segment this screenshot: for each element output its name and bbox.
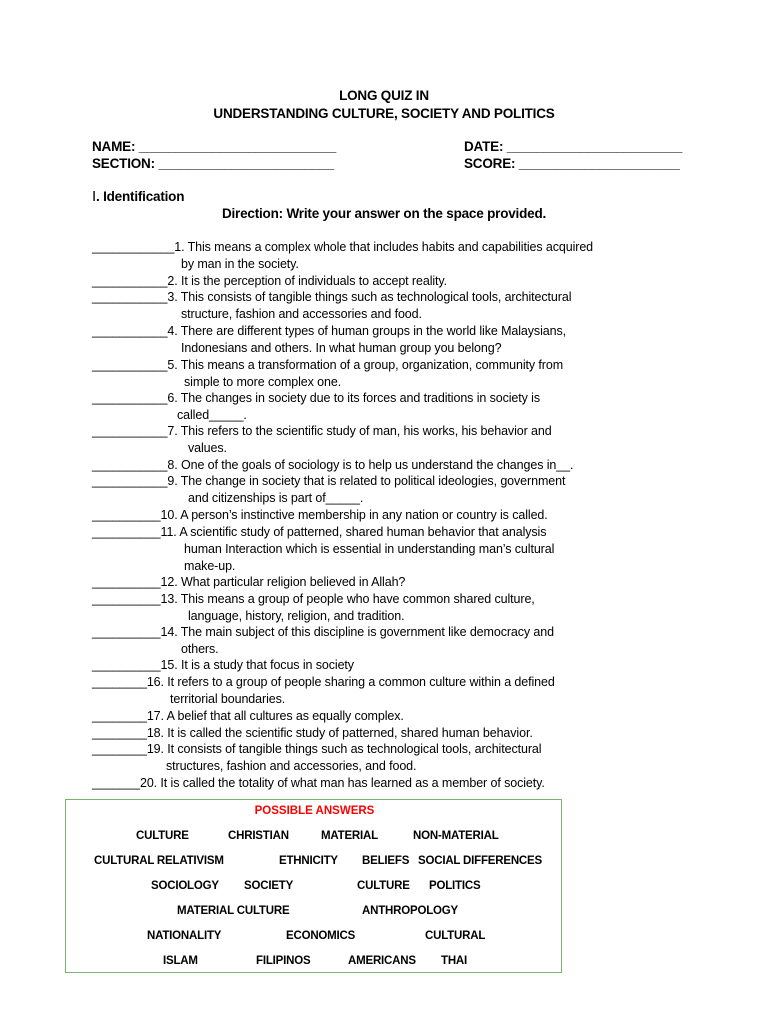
- date-field: DATE: ________________________: [464, 139, 683, 154]
- question-item: ___________7. This refers to the scientific study of man, his works, his behavior and: [92, 424, 552, 438]
- question-item: ________16. It refers to a group of people sharing a common culture within a defined: [92, 675, 555, 689]
- question-continuation: Indonesians and others. In what human group you belong?: [181, 341, 502, 355]
- question-item: ___________3. This consists of tangible things such as technological tools, architectural: [92, 290, 572, 304]
- question-continuation: values.: [188, 441, 227, 455]
- answer-option: AMERICANS: [348, 955, 416, 967]
- answer-option: POLITICS: [429, 880, 481, 892]
- answer-option: BELIEFS: [362, 855, 410, 867]
- answer-option: ECONOMICS: [286, 930, 356, 942]
- question-continuation: structure, fashion and accessories and food.: [181, 307, 422, 321]
- answer-option: SOCIAL DIFFERENCES: [418, 855, 542, 867]
- question-item: ___________4. There are different types of human groups in the world like Malaysians,: [92, 324, 566, 338]
- question-continuation: language, history, religion, and tradition.: [188, 609, 405, 623]
- question-continuation: make-up.: [184, 559, 236, 573]
- answer-option: ANTHROPOLOGY: [362, 905, 458, 917]
- answer-option: FILIPINOS: [256, 955, 311, 967]
- possible-answers-box: [65, 799, 562, 973]
- question-item: ___________5. This means a transformation of a group, organization, community from: [92, 358, 564, 372]
- question-item: __________15. It is a study that focus in society: [92, 658, 354, 672]
- name-field: NAME: ___________________________: [92, 139, 337, 154]
- answer-option: ISLAM: [163, 955, 198, 967]
- question-item: _______20. It is called the totality of what man has learned as a member of society.: [92, 776, 545, 790]
- section-numeral: I: [92, 188, 96, 205]
- question-item: __________13. This means a group of people who have common shared culture,: [92, 592, 535, 606]
- question-item: ________17. A belief that all cultures as equally complex.: [92, 709, 404, 723]
- question-item: __________11. A scientific study of patterned, shared human behavior that analysis: [92, 525, 547, 539]
- answer-option: NATIONALITY: [147, 930, 222, 942]
- quiz-title-line1: LONG QUIZ IN: [339, 88, 429, 103]
- section-label: . Identification: [95, 189, 185, 204]
- direction-text: Direction: Write your answer on the space provided.: [221, 206, 547, 221]
- answer-option: SOCIETY: [244, 880, 294, 892]
- question-continuation: territorial boundaries.: [170, 692, 286, 706]
- question-continuation: simple to more complex one.: [184, 375, 342, 389]
- answer-option: SOCIOLOGY: [151, 880, 219, 892]
- possible-answers-title: POSSIBLE ANSWERS: [254, 805, 375, 817]
- answer-option: THAI: [441, 955, 468, 967]
- question-continuation: structures, fashion and accessories, and food.: [166, 759, 417, 773]
- question-item: __________10. A person’s instinctive membership in any nation or country is called.: [92, 508, 548, 522]
- answer-option: ETHNICITY: [279, 855, 338, 867]
- question-continuation: others.: [181, 642, 219, 656]
- answer-option: NON-MATERIAL: [413, 830, 499, 842]
- question-item: ________18. It is called the scientific study of patterned, shared human behavior.: [92, 726, 533, 740]
- question-item: ___________9. The change in society that is related to political ideologies, government: [92, 474, 566, 488]
- answer-option: CULTURAL RELATIVISM: [94, 855, 224, 867]
- quiz-title-line2: UNDERSTANDING CULTURE, SOCIETY AND POLITICS: [213, 106, 555, 121]
- section-heading: [92, 188, 184, 205]
- question-item: ________19. It consists of tangible things such as technological tools, architectural: [92, 742, 542, 756]
- answer-option: MATERIAL: [321, 830, 378, 842]
- section-field: SECTION: ________________________: [92, 156, 334, 171]
- answer-option: CULTURE: [136, 830, 189, 842]
- question-continuation: human Interaction which is essential in understanding man’s cultural: [184, 542, 555, 556]
- question-item: __________14. The main subject of this discipline is government like democracy and: [92, 625, 554, 639]
- answer-option: CULTURE: [357, 880, 410, 892]
- question-continuation: and citizenships is part of_____.: [188, 491, 364, 505]
- question-item: ___________8. One of the goals of sociology is to help us understand the changes in__.: [92, 458, 574, 472]
- score-field: SCORE: ______________________: [464, 156, 680, 171]
- question-item: __________12. What particular religion believed in Allah?: [92, 575, 406, 589]
- answer-option: CHRISTIAN: [228, 830, 289, 842]
- answer-option: MATERIAL CULTURE: [177, 905, 290, 917]
- question-item: ___________2. It is the perception of individuals to accept reality.: [92, 274, 448, 288]
- question-item: ____________1. This means a complex whole that includes habits and capabilities acquired: [92, 240, 594, 254]
- question-continuation: by man in the society.: [181, 257, 299, 271]
- answer-option: CULTURAL: [425, 930, 486, 942]
- question-continuation: called_____.: [177, 408, 247, 422]
- question-item: ___________6. The changes in society due to its forces and traditions in society is: [92, 391, 541, 405]
